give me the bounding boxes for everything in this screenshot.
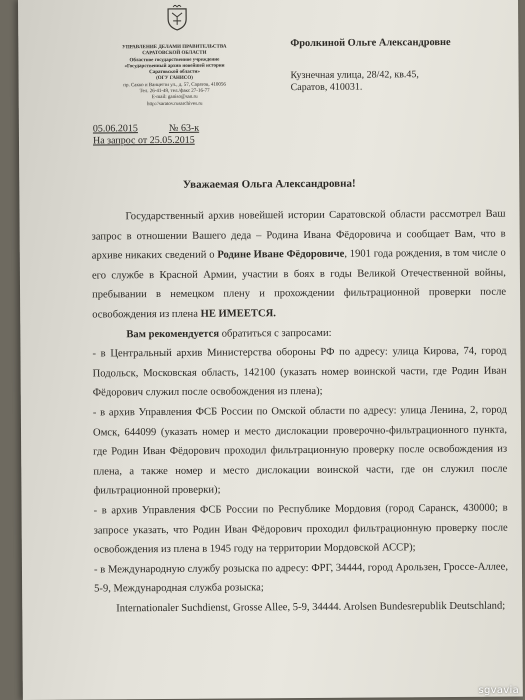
list-item: - в архив Управления ФСБ России по Омской области по адресу: улица Ленина, 2, город Омск, 644099 (указать номер и место дислокации проверочно-фильтрационного пункта, где Родин Иван Фёдорович проходил фильтрационную проверку после освобождения из плена, а также номер и место дислокации воинской части, где он служил после фильтрационной проверки); xyxy=(92,404,508,497)
letter-paper xyxy=(18,0,523,700)
list-item: - в архив Управления ФСБ России по Республике Мордовия (город Саранск, 430000; в запросе указать, что Родин Иван Фёдорович проходил фильтрационную проверку после освобождения из плена в 1945 году на территории Мордовской АССР); xyxy=(93,502,508,556)
org-line: УПРАВЛЕНИЕ ДЕЛАМИ ПРАВИТЕЛЬСТВА xyxy=(122,44,227,51)
list-item: - в Международную службу розыска по адресу: ФРГ, 34444, город Арользен, Гроссе-Аллее, 5-9, Международная служба розыска; xyxy=(93,561,509,595)
request-reference: На запрос от 25.05.2015 xyxy=(92,134,195,147)
coat-of-arms-icon xyxy=(166,5,188,31)
addressee-city: Саратов, 410031. xyxy=(290,81,363,94)
recommendation-text: обратиться с запросами: xyxy=(218,327,332,340)
addressee-block xyxy=(290,37,451,94)
recommendation-label: Вам рекомендуется xyxy=(126,328,220,340)
org-line: http://saratov.rusarchives.ru xyxy=(146,101,203,107)
not-available-statement: НЕ ИМЕЕТСЯ. xyxy=(200,308,276,320)
paragraph-text: , 1901 года рождения, в том числе о его службе в Красной Армии, участии в боях в годы Великой Отечественной войны, пребывании в немецком плену и прохождении фильтрационной проверки после освобождения из плена xyxy=(91,247,507,321)
person-name: Родине Иване Фёдоровиче xyxy=(217,248,345,261)
org-line: САРАТОВСКОЙ ОБЛАСТИ xyxy=(142,50,207,57)
international-address: Internationaler Suchdienst, Grosse Allee, 5-9, 34444. Arolsen Bundesrepublik Deutschland; xyxy=(116,600,506,615)
main-paragraph xyxy=(91,205,506,325)
watermark: sgvavia xyxy=(478,685,519,696)
org-line: Тел. 26-41-49, тел./факс 27-16-77 xyxy=(139,88,210,95)
addressee-street: Кузнечная улица, 28/42, кв.45, xyxy=(290,69,419,82)
letter-number: № 63-к xyxy=(168,122,200,134)
org-line: E-mail: ganiso@san.ru xyxy=(151,95,198,101)
org-line: пр. Сакко и Ванцетти ул., д. 57, Саратов, 410056 xyxy=(123,82,226,89)
paragraph-text: Государственный архив новейшей истории Саратовской области рассмотрел Ваш запрос в отношении Вашего деда – Родина Ивана Фёдоровича и сообщает Вам, что в архиве никаких сведений о xyxy=(91,208,506,262)
letter-body xyxy=(91,205,508,619)
list-item: - в Центральный архив Министерства обороны РФ по адресу: улица Кирова, 74, город Подольск, Московская область, 142100 (указать номер воинской части, где Родин Иван Фёдорович служил после освобождения из плена); xyxy=(92,345,507,399)
org-line: (ОГУ ГАНИСО) xyxy=(156,76,193,82)
org-line: Саратовской области» xyxy=(149,69,200,76)
greeting: Уважаемая Ольга Александровна! xyxy=(182,177,356,191)
outgoing-reference xyxy=(93,123,199,148)
addressee-name: Фролкиной Ольге Александровне xyxy=(290,36,451,50)
organization-block xyxy=(104,44,244,108)
org-line: «Государственный архив новейшей истории xyxy=(124,63,225,70)
letter-date: 05.06.2015 xyxy=(92,123,138,135)
org-line: Областное государственное учреждение xyxy=(129,57,220,63)
